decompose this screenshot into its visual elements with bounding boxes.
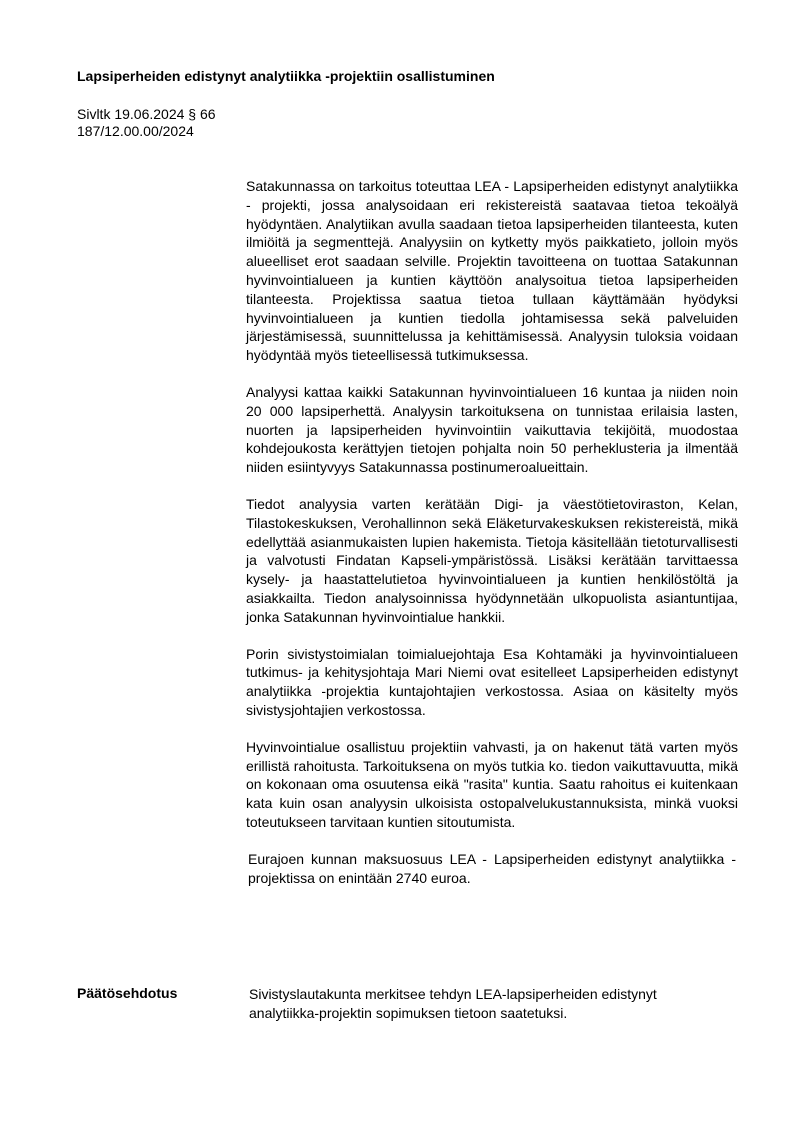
meeting-reference: Sivltk 19.06.2024 § 66	[77, 106, 216, 122]
reference-block	[77, 106, 216, 140]
document-title: Lapsiperheiden edistynyt analytiikka -projektiin osallistuminen	[77, 68, 495, 84]
case-number: 187/12.00.00/2024	[77, 123, 194, 139]
body-paragraph: Tiedot analyysia varten kerätään Digi- ja väestötietoviraston, Kelan, Tilastokeskuksen, Verohallinnon sekä Eläketurvakeskuksen rekistereistä, mikä edellyttää asianmukaisten lupien hakemista. Tietoja käsitellään tietoturvallisesti ja valvotusti Findatan Kapseli-ympäristössä. Lisäksi kerätään tarvittaessa kysely- ja haastattelutietoa hyvinvointialueen ja kuntien henkilöstöltä ja asiakkailta. Tiedon analysoinnissa hyödynnetään ulkopuolista asiantuntijaa, jonka Satakunnan hyvinvointialue hankkii.	[246, 495, 738, 625]
document-body	[246, 177, 738, 905]
decision-label: Päätösehdotus	[77, 985, 178, 1001]
decision-text: Sivistyslautakunta merkitsee tehdyn LEA-lapsiperheiden edistynyt analytiikka-projektin sopimuksen tietoon saatetuksi.	[249, 986, 657, 1021]
body-paragraph: Analyysi kattaa kaikki Satakunnan hyvinvointialueen 16 kuntaa ja niiden noin 20 000 lapsiperhettä. Analyysin tarkoituksena on tunnistaa erilaisia lasten, nuorten ja lapsiperheiden hyvinvointiin vaikuttavia tekijöitä, muodostaa kohdejoukosta kerättyjen tietojen pohjalta noin 50 perheklusteria ja ilmentää niiden esiintyvyys Satakunnassa postinumeroalueittain.	[246, 383, 738, 476]
body-paragraph: Hyvinvointialue osallistuu projektiin vahvasti, ja on hakenut tätä varten myös erillistä rahoitusta. Tarkoituksena on myös tutkia ko. tiedon vaikuttavuutta, mikä on kokonaan oma osuutensa eikä "rasita" kuntia. Saatu rahoitus ei kuitenkaan kata kuin osan analyysin ulkoisista ostopalvelukustannuksista, minkä vuoksi toteutukseen tarvitaan kuntien sitoutumista.	[246, 738, 738, 830]
body-paragraph: Satakunnassa on tarkoitus toteuttaa LEA - Lapsiperheiden edistynyt analytiikka - projekti, jossa analysoidaan eri rekistereistä saatavaa tietoa tekoälyä hyödyntäen. Analytiikan avulla saadaan tietoa lapsiperheiden tilanteesta, kuten ilmiöitä ja segmenttejä. Analyysiin on kytketty myös paikkatieto, jolloin myös alueelliset erot saadaan selville. Projektin tavoitteena on tuottaa Satakunnan hyvinvointialueen ja kuntien käyttöön analysoitua tietoa lapsiperheiden tilanteesta. Projektissa saatua tietoa tullaan käyttämään hyödyksi hyvinvointialueen ja kuntien tiedolla johtamisessa sekä palveluiden järjestämisessä, suunnittelussa ja kehittämisessä. Analyysin tuloksia voidaan hyödyntää myös tieteellisessä tutkimuksessa.	[246, 178, 738, 364]
body-paragraph: Eurajoen kunnan maksuosuus LEA - Lapsiperheiden edistynyt analytiikka -projektissa on enintään 2740 euroa.	[248, 850, 736, 886]
body-paragraph: Porin sivistystoimialan toimialuejohtaja Esa Kohtamäki ja hyvinvointialueen tutkimus- ja kehitysjohtaja Mari Niemi ovat esitelleet Lapsiperheiden edistynyt analytiikka -projektia kuntajohtajien verkostossa. Asiaa on käsitelty myös sivistysjohtajien verkostossa.	[246, 645, 738, 718]
